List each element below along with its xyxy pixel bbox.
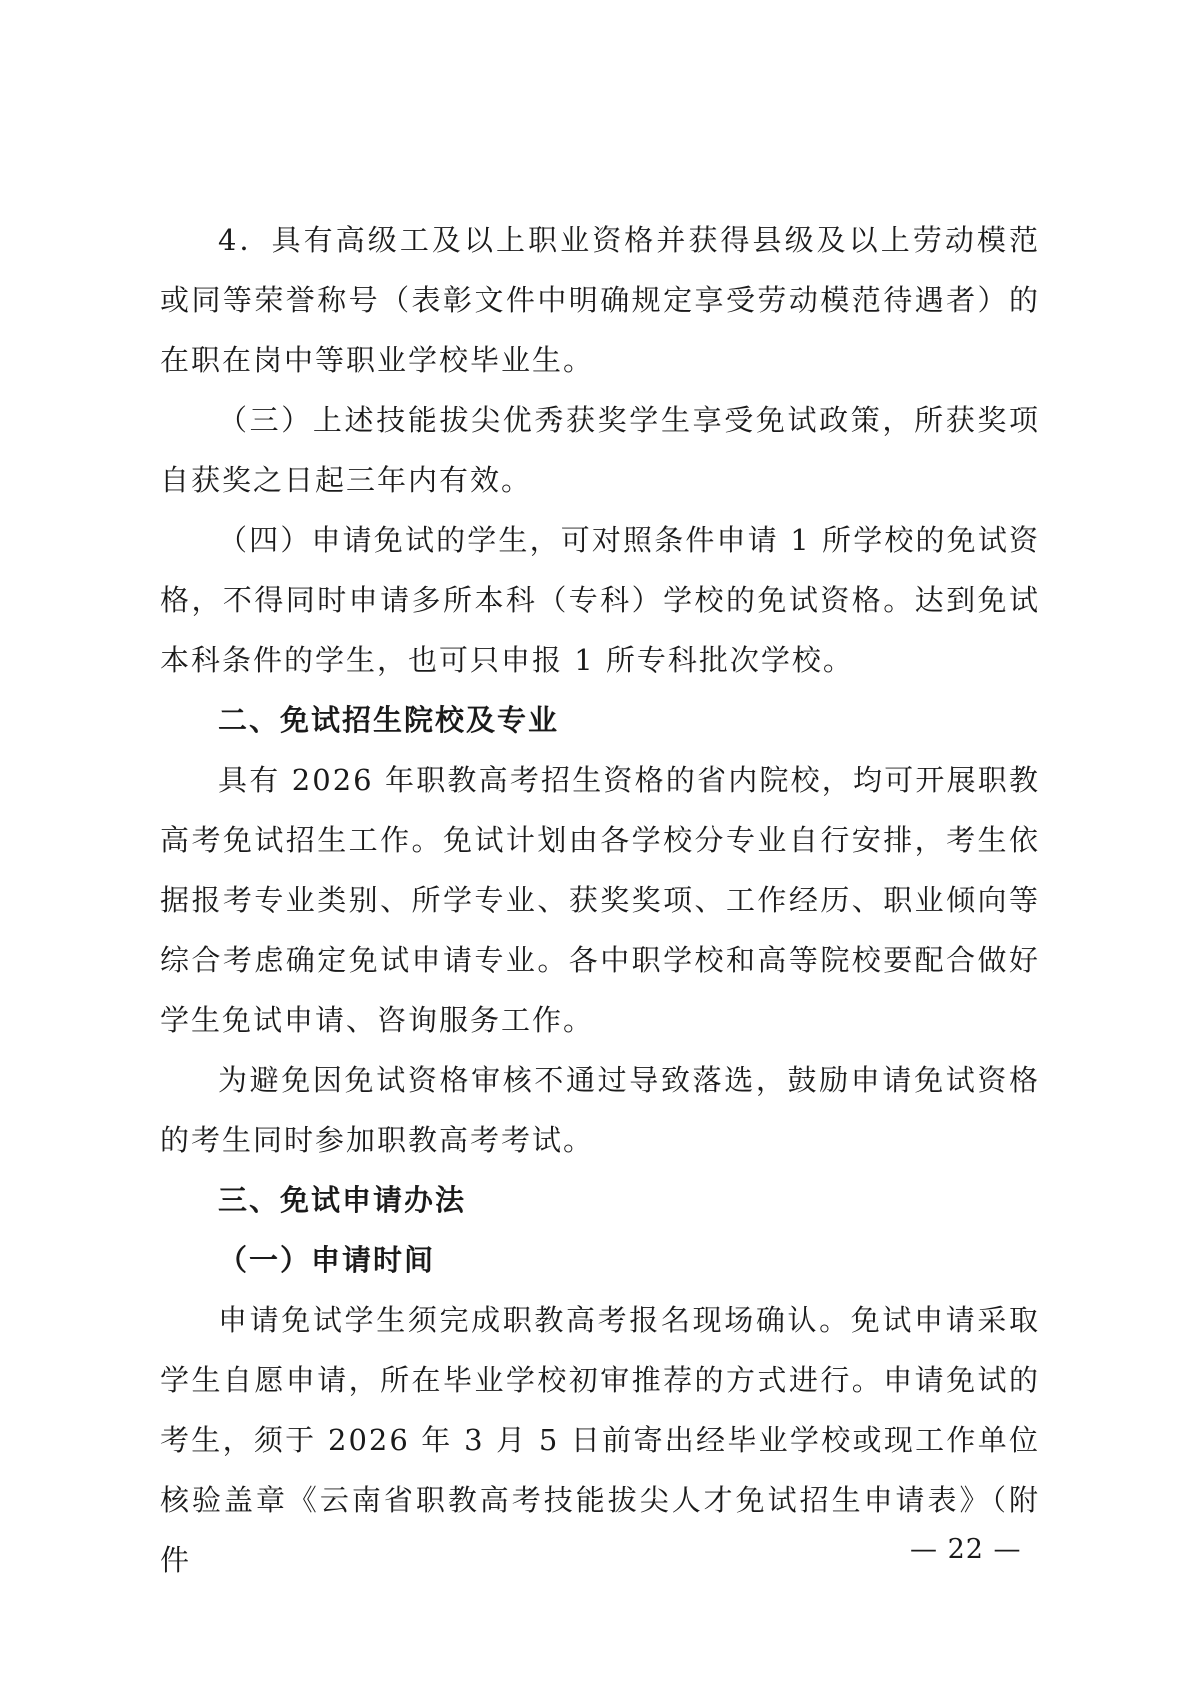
subheading-application-time: （一）申请时间 xyxy=(218,1243,436,1277)
paragraph-section-3: （三）上述技能拔尖优秀获奖学生享受免试政策，所获奖项自获奖之日起三年内有效。 xyxy=(160,403,1040,497)
paragraph-section-4: （四）申请免试的学生，可对照条件申请 1 所学校的免试资格，不得同时申请多所本科（专科）学校的免试资格。达到免试本科条件的学生，也可只申报 1 所专科批次学校。 xyxy=(160,523,1040,677)
paragraph-application-time: 申请免试学生须完成职教高考报名现场确认。免试申请采取学生自愿申请，所在毕业学校初审推荐的方式进行。申请免试的考生，须于 2026 年 3 月 5 日前寄出经毕业学校或现工作单位核验盖章《云南省职教高考技能拔尖人才免试招生申请表》（附件 xyxy=(160,1303,1040,1577)
paragraph-item-4: 4．具有高级工及以上职业资格并获得县级及以上劳动模范或同等荣誉称号（表彰文件中明确规定享受劳动模范待遇者）的在职在岗中等职业学校毕业生。 xyxy=(160,223,1040,377)
page-number: — 22 — xyxy=(910,1534,1022,1565)
paragraph-encourage-exam: 为避免因免试资格审核不通过导致落选，鼓励申请免试资格的考生同时参加职教高考考试。 xyxy=(160,1063,1040,1157)
paragraph-institutions: 具有 2026 年职教高考招生资格的省内院校，均可开展职教高考免试招生工作。免试计划由各学校分专业自行安排，考生依据报考专业类别、所学专业、获奖奖项、工作经历、职业倾向等综合考虑确定免试申请专业。各中职学校和高等院校要配合做好学生免试申请、咨询服务工作。 xyxy=(160,763,1040,1037)
section-heading-2: 二、免试招生院校及专业 xyxy=(218,703,560,737)
section-heading-3: 三、免试申请办法 xyxy=(218,1183,467,1217)
document-body xyxy=(160,210,1040,1590)
